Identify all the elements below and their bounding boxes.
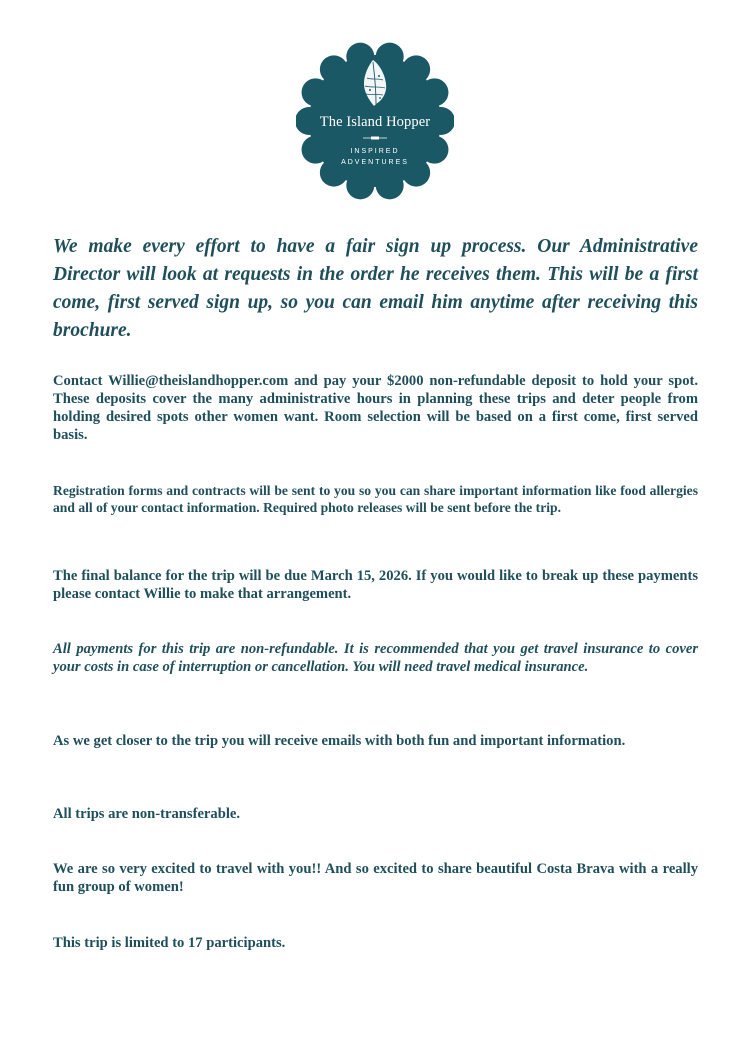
deposit-paragraph: Contact Willie@theislandhopper.com and pay your $2000 non-refundable deposit to hold your spot. These deposits cover the many administrative hours in planning these trips and deter people from holding desired spots other women want. Room selection will be based on a first come, first served basis. (53, 373, 698, 443)
intro-statement: We make every effort to have a fair sign up process. Our Administrative Director will look at requests in the order he receives them. This will be a first come, first served sign up, so you can email him anytime after receiving this brochure. (53, 236, 698, 341)
final-balance-paragraph: The final balance for the trip will be due March 15, 2026. If you would like to break up these payments please contact Willie to make that arrangement. (53, 568, 698, 602)
registration-paragraph: Registration forms and contracts will be sent to you so you can share important information like food allergies and all of your contact information. Required photo releases will be sent before the trip. (53, 483, 698, 515)
limit-paragraph: This trip is limited to 17 participants. (53, 935, 286, 951)
refund-policy-paragraph: All payments for this trip are non-refundable. It is recommended that you get travel insurance to cover your costs in case of interruption or cancellation. You will need travel medical insurance. (53, 641, 698, 675)
island-hopper-logo (296, 42, 454, 200)
logo-subtitle-line1: INSPIRED (350, 148, 400, 155)
emails-paragraph: As we get closer to the trip you will receive emails with both fun and important information. (53, 733, 626, 749)
transfer-paragraph: All trips are non-transferable. (53, 806, 240, 822)
excited-paragraph: We are so very excited to travel with you!! And so excited to share beautiful Costa Brava with a really fun group of women! (53, 861, 698, 895)
logo-subtitle-line2: ADVENTURES (341, 159, 409, 166)
logo-title: The Island Hopper (319, 114, 431, 130)
